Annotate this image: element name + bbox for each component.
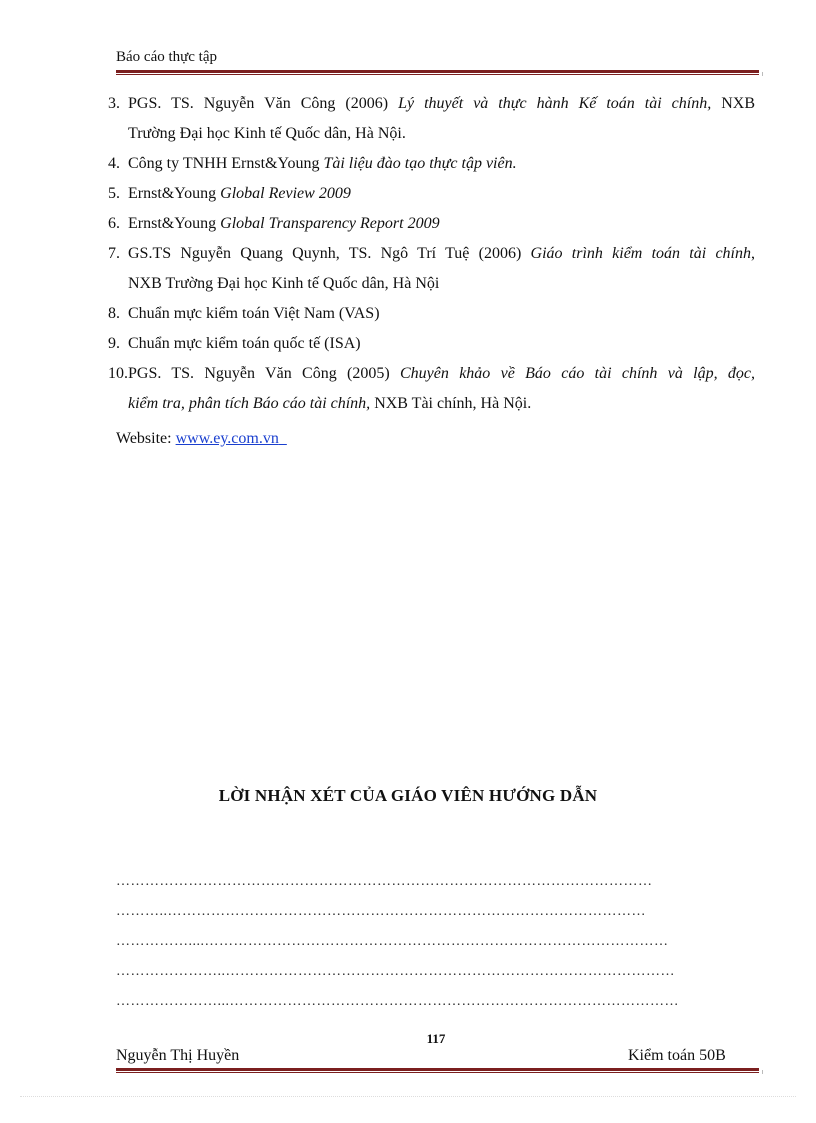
reference-text: GS.TS Nguyễn Quang Quynh, TS. Ngô Trí Tuệ (2006) <box>128 245 531 262</box>
reference-number: 10. <box>108 365 128 382</box>
page-edge <box>20 1096 796 1097</box>
reference-text: NXB Tài chính, Hà Nội. <box>370 395 532 412</box>
reference-text: PGS. TS. Nguyễn Văn Công (2006) <box>128 95 399 112</box>
reference-text: Trường Đại học Kinh tế Quốc dân, Hà Nội. <box>128 125 406 142</box>
reference-title: Giáo trình kiểm toán tài chính <box>530 245 751 262</box>
reference-number: 5. <box>108 185 120 202</box>
reference-number: 9. <box>108 335 120 352</box>
comment-dotted-line: ………………………………………………………………………………………………… <box>116 874 653 889</box>
reference-text-line <box>128 299 380 329</box>
reference-title: Tài liệu đào tạo thực tập viên. <box>323 155 517 172</box>
reference-text-line <box>128 389 531 419</box>
header-rule <box>116 70 759 75</box>
reference-number: 6. <box>108 215 120 232</box>
reference-title: Global Transparency Report 2009 <box>220 215 440 232</box>
website-link-trail[interactable] <box>279 430 287 447</box>
reference-number: 7. <box>108 245 120 262</box>
footer-rule-shadow <box>762 1070 763 1074</box>
reference-text: , <box>751 245 755 262</box>
footer-rule <box>116 1068 759 1073</box>
reference-text-line <box>128 359 755 389</box>
website-link[interactable]: www.ey.com.vn <box>175 430 279 447</box>
website-line <box>116 424 287 454</box>
comment-dotted-line: …………………...………………………………………………………………………………… <box>116 994 679 1009</box>
reference-text-line <box>128 179 351 209</box>
reference-text: Chuẩn mực kiểm toán quốc tế (ISA) <box>128 335 361 352</box>
reference-number: 3. <box>108 95 120 112</box>
reference-text: Công ty TNHH Ernst&Young <box>128 155 324 172</box>
reference-title: Global Review 2009 <box>220 185 351 202</box>
comment-dotted-line: ……………....…………………………………………………………………………………… <box>116 934 669 949</box>
reference-text: PGS. TS. Nguyễn Văn Công (2005) <box>128 365 400 382</box>
reference-text: Ernst&Young <box>128 185 221 202</box>
reference-text-line <box>128 89 755 119</box>
footer-author: Nguyễn Thị Huyền <box>116 1047 240 1064</box>
reference-text-line <box>128 149 517 179</box>
reference-text: NXB <box>711 95 755 112</box>
page-number: 117 <box>426 1031 446 1046</box>
header-rule-shadow <box>762 72 763 76</box>
reference-text: NXB Trường Đại học Kinh tế Quốc dân, Hà Nội <box>128 275 440 292</box>
reference-title: Chuyên khảo về Báo cáo tài chính và lập, đọc, <box>400 365 756 382</box>
running-header: Báo cáo thực tập <box>116 49 218 65</box>
footer-class: Kiểm toán 50B <box>628 1047 726 1064</box>
reference-text-line <box>128 119 406 149</box>
comment-title: LỜI NHẬN XÉT CỦA GIÁO VIÊN HƯỚNG DẪN <box>218 786 598 805</box>
reference-text-line <box>128 329 361 359</box>
comment-dotted-line: ………..……………………………………………………………………………………… <box>116 904 646 919</box>
reference-number: 8. <box>108 305 120 322</box>
reference-text-line <box>128 209 440 239</box>
reference-title: Lý thuyết và thực hành Kế toán tài chính, <box>398 95 712 112</box>
reference-text: Ernst&Young <box>128 215 221 232</box>
comment-dotted-line: …………………..………………………………………………………………………………… <box>116 964 675 979</box>
reference-number: 4. <box>108 155 120 172</box>
reference-text-line <box>128 269 439 299</box>
website-label: Website: <box>116 430 176 447</box>
reference-text: Chuẩn mực kiểm toán Việt Nam (VAS) <box>128 305 380 322</box>
reference-title: kiểm tra, phân tích Báo cáo tài chính, <box>128 395 371 412</box>
reference-text-line <box>128 239 755 269</box>
